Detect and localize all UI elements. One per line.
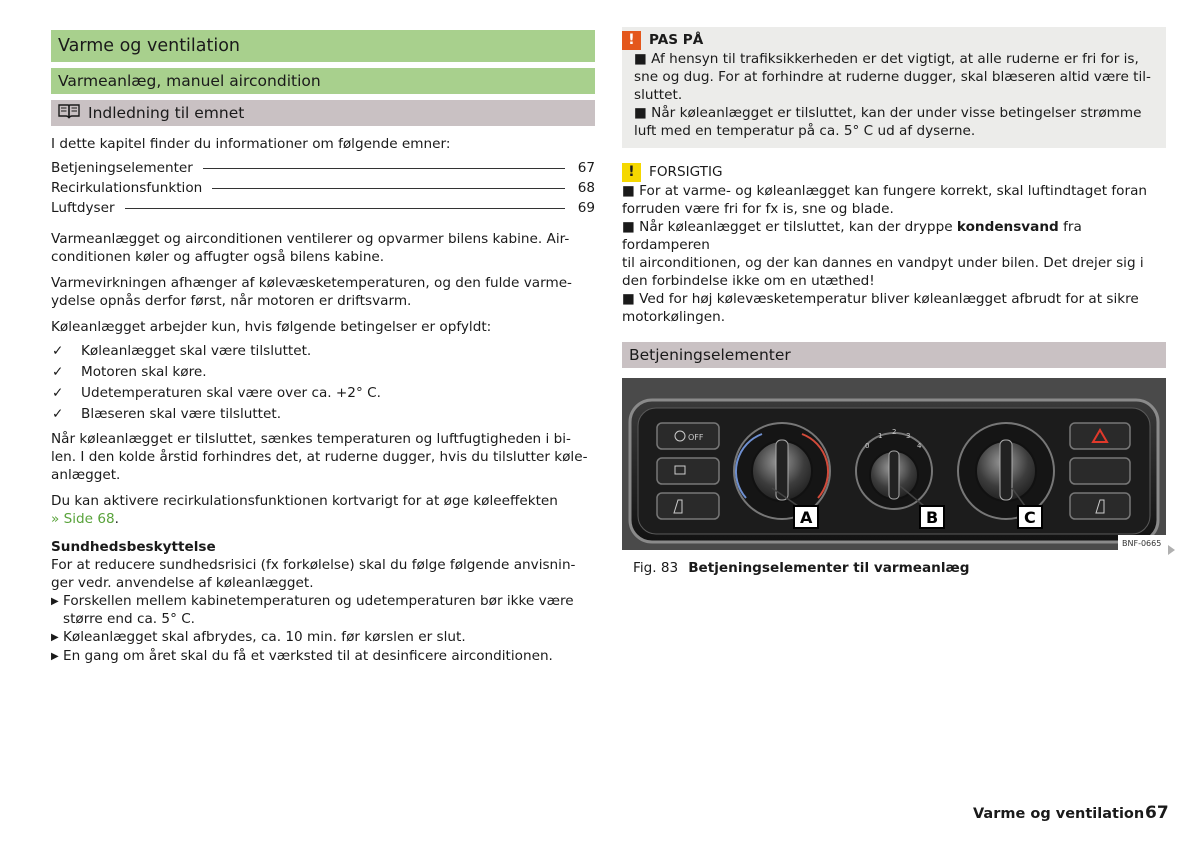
paragraph-line: sluttet.	[634, 87, 683, 103]
blank-button[interactable]	[1070, 458, 1130, 484]
paragraph-line: luft med en temperatur på ca. 5° C ud af dyserne.	[634, 123, 976, 139]
chapter-heading-text: Varme og ventilation	[58, 36, 241, 56]
paragraph: Køleanlægget arbejder kun, hvis følgende betingelser er opfyldt:	[51, 319, 492, 335]
condition-list	[51, 340, 595, 424]
paragraph-line: ydelse opnås derfor først, når motoren er driftsvarm.	[51, 293, 412, 309]
paragraph-line: anlægget.	[51, 467, 121, 483]
paragraph-line: Varmeanlægget og airconditionen ventilerer og opvarmer bilens kabine. Air-	[51, 231, 570, 247]
subheading: Sundhedsbeskyttelse	[51, 539, 216, 555]
instruction-item	[51, 628, 595, 647]
instruction-item	[51, 592, 595, 628]
check-icon: ✓	[52, 363, 64, 380]
caution-icon: !	[622, 163, 641, 182]
fan-tick: 1	[878, 432, 883, 440]
caption-number: Fig. 83	[633, 560, 679, 576]
instruction-text: Køleanlægget skal afbrydes, ca. 10 min. før kørslen er slut.	[63, 629, 466, 645]
paragraph-line: ger vedr. anvendelse af køleanlægget.	[51, 575, 314, 591]
toc-label: Luftdyser	[51, 200, 115, 216]
caution-text	[622, 182, 1166, 326]
bold-term: kondensvand	[956, 219, 1059, 235]
caution-box	[622, 162, 1166, 326]
list-item	[51, 382, 595, 403]
figure-control-panel	[622, 378, 1166, 550]
figure-code: BNF-0665	[1122, 539, 1162, 548]
control-panel-illustration	[622, 378, 1166, 550]
paragraph	[51, 492, 595, 528]
paragraph-line: ■ Af hensyn til trafiksikkerheden er det vigtigt, at alle ruderne er fri for is,	[634, 51, 1139, 67]
list-item	[51, 361, 595, 382]
warning-title: PAS PÅ	[649, 32, 704, 48]
caption-text: Betjeningselementer til varmeanlæg	[688, 560, 970, 576]
warning-text	[622, 50, 1158, 140]
book-icon	[58, 103, 80, 123]
check-icon: ✓	[52, 384, 64, 401]
toc-page: 67	[577, 160, 595, 176]
intro-text: I dette kapitel finder du informationer om følgende emner:	[51, 136, 451, 152]
toc-list	[51, 160, 595, 220]
caution-title: FORSIGTIG	[649, 164, 723, 180]
toc-item[interactable]	[51, 160, 595, 180]
right-column	[622, 27, 1166, 576]
figure-caption	[622, 560, 1166, 576]
paragraph-line: Varmevirkningen afhænger af kølevæsketemperaturen, og den fulde varme-	[51, 275, 572, 291]
paragraph-line: ■ Når køleanlægget er tilsluttet, kan der dryppe	[622, 219, 957, 235]
section-heading-controls	[622, 342, 1166, 368]
paragraph-line: sne og dug. For at forhindre at ruderne dugger, skal blæseren altid være til-	[634, 69, 1151, 85]
paragraph-line: ■ Ved for høj kølevæsketemperatur bliver køleanlægget afbrudt for at sikre	[622, 291, 1139, 307]
warning-header	[622, 30, 1158, 50]
footer-page-number: 67	[1145, 803, 1169, 823]
check-icon: ✓	[52, 342, 64, 359]
toc-page: 68	[577, 180, 595, 196]
continue-arrow-icon	[1168, 545, 1175, 555]
instruction-item	[51, 647, 595, 666]
toc-label: Betjeningselementer	[51, 160, 193, 176]
instruction-text	[63, 592, 574, 628]
warning-box	[622, 27, 1166, 148]
instruction-text: En gang om året skal du få et værksted til at desinficere airconditionen.	[63, 648, 553, 664]
paragraph-line: ■ For at varme- og køleanlægget kan fungere korrekt, skal luftindtaget foran	[622, 183, 1148, 199]
section-heading-text: Betjeningselementer	[629, 346, 791, 364]
paragraph-line: forruden være fri for fx is, sne og blade.	[622, 201, 894, 217]
paragraph-line: Forskellen mellem kabinetemperaturen og udetemperaturen bør ikke være	[63, 593, 574, 609]
chapter-heading	[51, 30, 595, 62]
paragraph-line: For at reducere sundhedsrisici (fx forkølelse) skal du følge følgende anvisnin-	[51, 557, 576, 573]
paragraph-line: større end ca. 5° C.	[63, 611, 196, 627]
list-item-text: Køleanlægget skal være tilsluttet.	[81, 342, 312, 359]
toc-page: 69	[577, 200, 595, 216]
topic-heading	[51, 100, 595, 126]
warning-icon: !	[622, 31, 641, 50]
seat-heat-right-button[interactable]	[1070, 493, 1130, 519]
check-icon: ✓	[52, 405, 64, 422]
footer-chapter-title: Varme og ventilation	[973, 806, 1145, 822]
paragraph-line: Når køleanlægget er tilsluttet, sænkes temperaturen og luftfugtigheden i bi-	[51, 431, 571, 447]
paragraph	[51, 430, 595, 484]
list-item	[51, 340, 595, 361]
paragraph	[51, 274, 595, 310]
section-heading-text: Varmeanlæg, manuel aircondition	[58, 72, 321, 90]
fan-tick: 3	[906, 432, 911, 440]
arrow-bullet-icon: ▶	[51, 651, 59, 662]
callout-a: A	[800, 508, 813, 527]
paragraph-line: ■ Når køleanlægget er tilsluttet, kan der under visse betingelser strømme	[634, 105, 1142, 121]
paragraph-end: .	[114, 511, 119, 527]
paragraph	[51, 556, 595, 592]
paragraph-line: len. I den kolde årstid forhindres det, at ruderne dugger, hvis du tilslutter køle-	[51, 449, 588, 465]
paragraph-line: conditionen køler og affugter også bilens kabine.	[51, 249, 385, 265]
fan-tick: 4	[917, 442, 922, 450]
callout-c: C	[1024, 508, 1036, 527]
toc-leader	[203, 168, 565, 169]
fan-tick: 2	[892, 428, 897, 436]
section-heading	[51, 68, 595, 94]
paragraph-line: fra fordamperen	[622, 219, 1082, 253]
paragraph-line: Du kan aktivere recirkulationsfunktionen kortvarigt for at øge køleeffekten	[51, 493, 558, 509]
paragraph-line: den forbindelse ikke om en utæthed!	[622, 273, 875, 289]
toc-label: Recirkulationsfunktion	[51, 180, 203, 196]
hazard-button[interactable]	[1070, 423, 1130, 449]
off-label: OFF	[688, 433, 704, 442]
left-column	[51, 30, 595, 666]
page-link[interactable]: » Side 68	[51, 511, 115, 527]
fan-tick: 0	[865, 442, 870, 450]
arrow-bullet-icon: ▶	[51, 596, 59, 607]
rear-defrost-button[interactable]	[657, 458, 719, 484]
toc-item[interactable]	[51, 180, 595, 200]
list-item-text: Udetemperaturen skal være over ca. +2° C.	[81, 384, 381, 401]
arrow-bullet-icon: ▶	[51, 632, 59, 643]
toc-leader	[212, 188, 565, 189]
list-item	[51, 403, 595, 424]
caution-header	[622, 162, 1166, 182]
list-item-text: Blæseren skal være tilsluttet.	[81, 405, 282, 422]
toc-leader	[125, 208, 565, 209]
list-item-text: Motoren skal køre.	[81, 363, 207, 380]
toc-item[interactable]	[51, 200, 595, 220]
callout-b: B	[926, 508, 939, 527]
paragraph-line: til airconditionen, og der kan dannes en vandpyt under bilen. Det drejer sig i	[622, 255, 1144, 271]
topic-heading-text: Indledning til emnet	[88, 104, 245, 122]
seat-heat-left-button[interactable]	[657, 493, 719, 519]
paragraph-line: motorkølingen.	[622, 309, 726, 325]
paragraph	[51, 230, 595, 266]
